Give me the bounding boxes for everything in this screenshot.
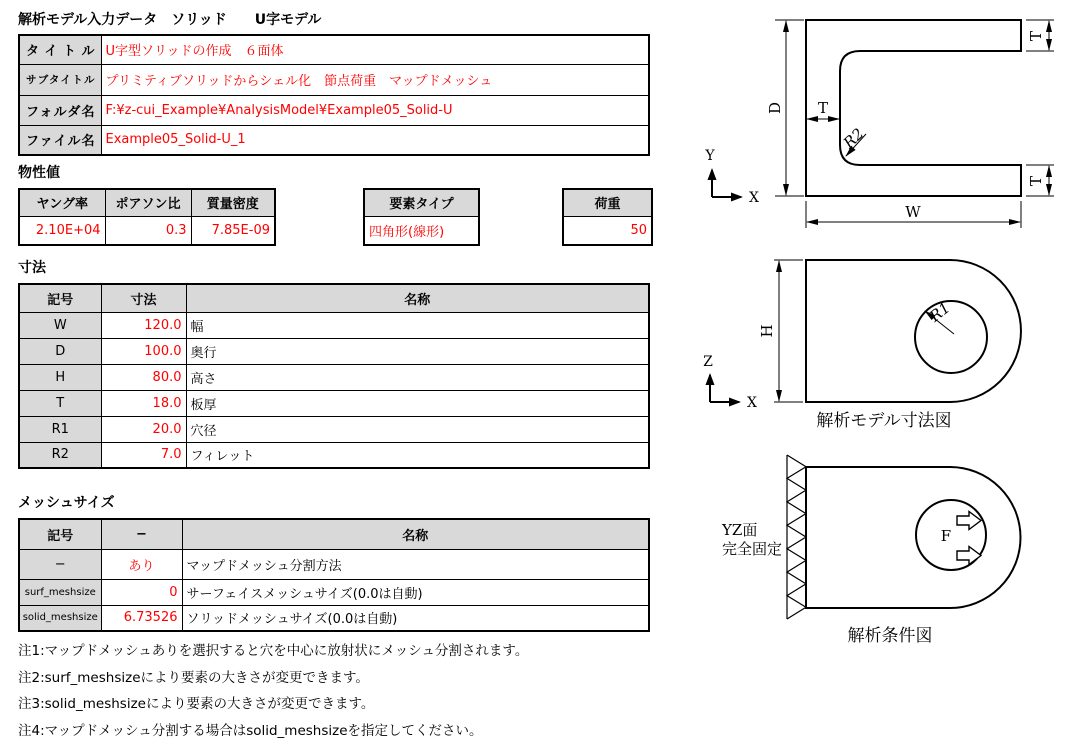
note-line: 注4:マップドメッシュ分割する場合はsolid_meshsizeを指定してください。 [18,722,483,739]
dim-name: 板厚 [186,390,649,416]
title-label-cell: タイトル [19,35,101,64]
axis-label-x: X [749,190,759,206]
section-title-dimensions: 寸法 [18,260,46,276]
model-diagram-caption: 解析モデル寸法図 [816,411,952,431]
mesh-table [18,518,650,632]
mesh-dash-header: − [101,519,182,549]
table-row [19,125,649,155]
symbol-header: 記号 [19,284,101,312]
dim-value[interactable]: 120.0 [101,312,186,338]
table-row [19,95,649,125]
mass-density-header: 質量密度 [191,189,275,216]
mesh-symbol-header: 記号 [19,519,101,549]
cross-section-diagram [704,20,1054,228]
dimensions-table [18,283,650,469]
dim-name: 奥行 [186,338,649,364]
dim-name: 高さ [186,364,649,390]
force-arrow-icon [957,512,981,565]
element-type-table [363,188,480,246]
fixed-label-line2: 完全固定 [722,540,783,558]
folder-value-cell[interactable]: F:¥z-cui_Example¥AnalysisModel¥Example05_Solid-U [101,95,649,125]
load-header: 荷重 [563,189,652,216]
dim-value[interactable]: 20.0 [101,416,186,442]
table-row [19,338,649,364]
mapped-mesh-value[interactable]: あり [101,549,182,579]
dim-value[interactable]: 80.0 [101,364,186,390]
dim-name: 幅 [186,312,649,338]
condition-shape-outline [806,467,1020,608]
load-value[interactable]: 50 [563,216,652,245]
dim-name: 穴径 [186,416,649,442]
dim-symbol: H [19,364,101,390]
name-header: 名称 [186,284,649,312]
page-title: 解析モデル入力データ ソリッド U字モデル [18,12,322,28]
dim-symbol: R1 [19,416,101,442]
axis-label-y: Y [705,148,715,164]
mass-density-value[interactable]: 7.85E-09 [191,216,275,245]
fixed-support-hatch-icon [787,455,806,619]
dim-label-d: D [766,101,784,115]
solid-meshsize-name: ソリッドメッシュサイズ(0.0は自動) [182,605,649,631]
material-table [18,188,276,246]
note-line: 注3:solid_meshsizeにより要素の大きさが変更できます。 [18,696,375,712]
mesh-name-header: 名称 [182,519,649,549]
mapped-mesh-name: マップドメッシュ分割方法 [182,549,649,579]
title-value-cell[interactable]: U字型ソリッドの作成 ６面体 [101,35,649,64]
dim-label-t-left: T [817,99,829,117]
file-value-cell[interactable]: Example05_Solid-U_1 [101,125,649,155]
dim-label-h: H [758,324,776,338]
axis-label-z: Z [703,354,713,370]
extension-lines [774,260,803,402]
condition-diagram-caption: 解析条件図 [847,626,933,646]
dim-value[interactable]: 7.0 [101,442,186,468]
table-row [19,189,275,216]
table-row [19,216,275,245]
section-title-mesh: メッシュサイズ [18,495,115,511]
dim-label-r1: R1 [926,298,954,326]
dim-label-r2: R2 [839,124,868,153]
model-dimension-diagram [703,260,1021,431]
table-row [19,312,649,338]
load-table [562,188,653,246]
surf-meshsize-value[interactable]: 0 [101,579,182,605]
diagrams-panel [690,0,1069,753]
table-row [19,549,649,579]
subtitle-label-cell: サブタイトル [19,64,101,95]
dim-value[interactable]: 100.0 [101,338,186,364]
condition-diagram [721,455,1020,646]
surf-meshsize-symbol: surf_meshsize [19,579,101,605]
notes [18,638,528,744]
dim-name: フィレット [186,442,649,468]
table-row [364,189,479,216]
info-table [18,34,650,156]
dim-label-t-top: T [1027,30,1045,42]
table-row [364,216,479,245]
dim-label-t-bottom: T [1027,175,1045,187]
table-row [19,284,649,312]
element-type-value[interactable]: 四角形(線形) [364,216,479,245]
dim-value[interactable]: 18.0 [101,390,186,416]
table-row [19,605,649,631]
surf-meshsize-name: サーフェイスメッシュサイズ(0.0は自動) [182,579,649,605]
element-type-header: 要素タイプ [364,189,479,216]
dim-symbol: W [19,312,101,338]
youngs-modulus-header: ヤング率 [19,189,105,216]
table-row [19,364,649,390]
section-title-material: 物性値 [18,165,60,181]
table-row [19,35,649,64]
dim-symbol: D [19,338,101,364]
folder-label-cell: フォルダ名 [19,95,101,125]
table-row [19,416,649,442]
table-row [19,442,649,468]
axis-label-x: X [747,395,757,411]
poisson-ratio-header: ポアソン比 [105,189,191,216]
table-row [563,216,652,245]
file-label-cell: ファイル名 [19,125,101,155]
model-shape-outline [806,260,1021,402]
fixed-label-line1: YZ面 [722,521,758,539]
force-label: F [940,527,952,545]
solid-meshsize-symbol: solid_meshsize [19,605,101,631]
table-row [19,390,649,416]
u-shape-outline [806,20,1021,196]
dim-symbol: T [19,390,101,416]
table-row [19,64,649,95]
note-line: 注2:surf_meshsizeにより要素の大きさが変更できます。 [18,669,369,686]
note-line: 注1:マップドメッシュありを選択すると穴を中心に放射状にメッシュ分割されます。 [18,643,529,659]
subtitle-value-cell[interactable]: プリミティブソリッドからシェル化 節点荷重 マップドメッシュ [101,64,649,95]
solid-meshsize-value[interactable]: 6.73526 [101,605,182,631]
dim-symbol: R2 [19,442,101,468]
table-row [563,189,652,216]
youngs-modulus-value[interactable]: 2.10E+04 [19,216,105,245]
poisson-ratio-value[interactable]: 0.3 [105,216,191,245]
dimension-header: 寸法 [101,284,186,312]
mapped-mesh-symbol: − [19,549,101,579]
dim-label-w: W [905,203,921,221]
xy-axes-icon [704,148,759,206]
zx-axes-icon [703,354,757,411]
table-row [19,519,649,549]
table-row [19,579,649,605]
